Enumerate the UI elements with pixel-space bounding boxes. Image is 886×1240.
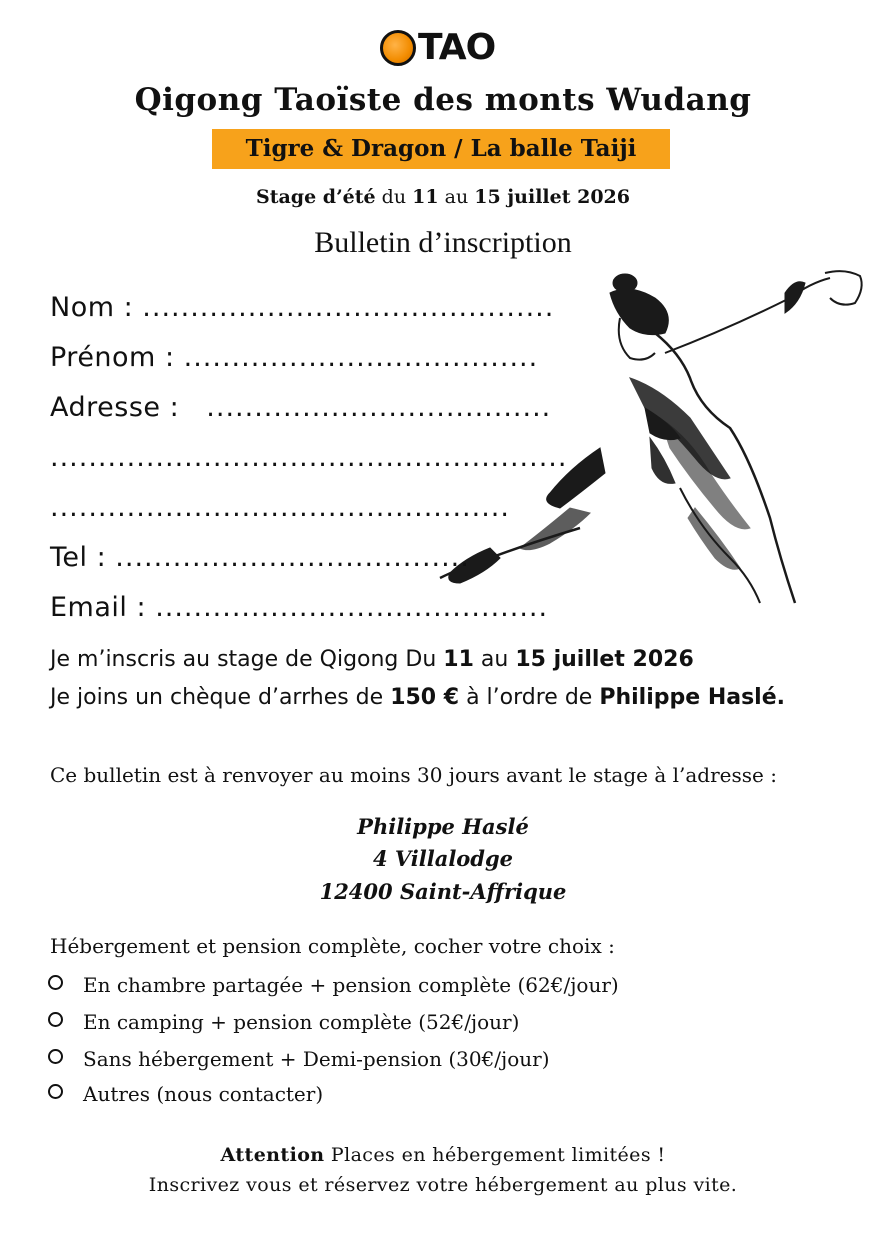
adresse-label: Adresse :: [50, 392, 180, 423]
reg2-mid: à l’ordre de: [459, 685, 600, 710]
email-label: Email :: [50, 592, 147, 623]
otao-logo: [380, 26, 495, 70]
page-title: Qigong Taoïste des monts Wudang: [134, 82, 752, 118]
reg1-end: 15 juillet 2026: [515, 647, 694, 672]
stage-dates: [0, 186, 886, 208]
radio-circle-icon[interactable]: [48, 1049, 63, 1064]
field-adresse[interactable]: [50, 392, 551, 423]
nom-label: Nom :: [50, 292, 134, 323]
radio-circle-icon[interactable]: [48, 1084, 63, 1099]
return-note: Ce bulletin est à renvoyer au moins 30 jours avant le stage à l’adresse :: [50, 763, 777, 787]
reg1-prefix: Je m’inscris au stage de Qigong Du: [50, 647, 444, 672]
dates-end: 15 juillet 2026: [474, 186, 630, 208]
reg2-amount: 150 €: [390, 685, 460, 710]
lodging-option-camping[interactable]: [48, 1010, 519, 1034]
field-nom[interactable]: [50, 292, 554, 323]
option-label: En camping + pension complète (52€/jour): [83, 1010, 520, 1034]
tel-label: Tel :: [50, 542, 107, 573]
address-street: 4 Villalodge: [372, 846, 514, 871]
reg2-name: Philippe Haslé.: [599, 685, 785, 710]
subtitle-banner: Tigre & Dragon / La balle Taiji: [212, 129, 670, 169]
lodging-intro: Hébergement et pension complète, cocher votre choix :: [50, 934, 615, 958]
option-label: Autres (nous contacter): [83, 1082, 324, 1106]
option-label: Sans hébergement + Demi-pension (30€/jour): [83, 1047, 550, 1071]
lodging-option-shared-room[interactable]: [48, 973, 619, 997]
radio-circle-icon[interactable]: [48, 1012, 63, 1027]
radio-circle-icon[interactable]: [48, 975, 63, 990]
attention-line: [0, 1144, 886, 1166]
field-email[interactable]: [50, 592, 548, 623]
dates-start: 11: [412, 186, 439, 208]
stage-label: Stage d’été: [255, 186, 376, 208]
reg1-start: 11: [443, 647, 474, 672]
nom-dots[interactable]: ...........................................: [142, 292, 555, 323]
prenom-label: Prénom :: [50, 342, 175, 373]
adresse-line2-dots[interactable]: ......................................................: [50, 442, 568, 473]
field-adresse-line2[interactable]: [50, 442, 567, 473]
tel-dots[interactable]: .....................................: [115, 542, 470, 573]
reg2-prefix: Je joins un chèque d’arrhes de: [50, 685, 391, 710]
field-prenom[interactable]: [50, 342, 538, 373]
lodging-option-no-lodging[interactable]: [48, 1047, 550, 1071]
form-title: Bulletin d’inscription: [314, 226, 572, 259]
logo-orange-dot: [380, 30, 416, 66]
field-tel[interactable]: [50, 542, 470, 573]
registration-line-2: [50, 685, 785, 710]
address-city: 12400 Saint-Affrique: [319, 879, 567, 904]
field-adresse-line3[interactable]: [50, 492, 510, 523]
email-dots[interactable]: .........................................: [155, 592, 549, 623]
adresse-dots[interactable]: ....................................: [206, 392, 552, 423]
dates-au: au: [438, 186, 475, 208]
address-name: Philippe Haslé: [357, 814, 529, 839]
logo-text: TAO: [418, 27, 496, 68]
registration-line-1: [50, 647, 694, 672]
dates-du: du: [375, 186, 413, 208]
reserve-line: Inscrivez vous et réservez votre hébergement au plus vite.: [148, 1174, 738, 1196]
prenom-dots[interactable]: .....................................: [183, 342, 539, 373]
attention-text: Places en hébergement limitées !: [324, 1144, 666, 1166]
lodging-option-other[interactable]: [48, 1082, 323, 1106]
attention-label: Attention: [220, 1144, 325, 1166]
option-label: En chambre partagée + pension complète (62€/jour): [83, 973, 619, 997]
reg1-au: au: [473, 647, 516, 672]
adresse-line3-dots[interactable]: ................................................: [50, 492, 510, 523]
